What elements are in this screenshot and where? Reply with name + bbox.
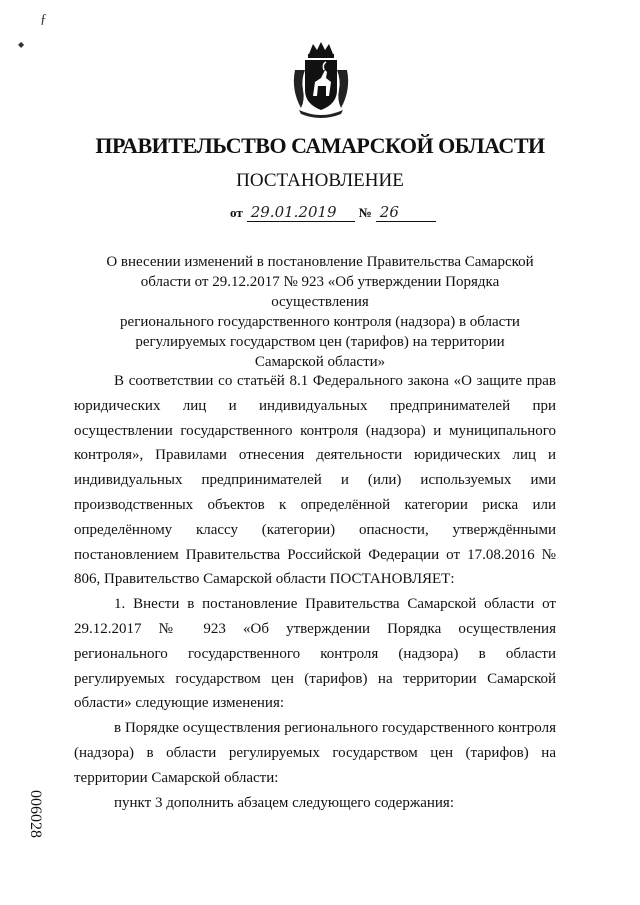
coat-of-arms-emblem bbox=[291, 40, 351, 118]
subject-line: О внесении изменений в постановление Правительства Самарской bbox=[106, 254, 534, 270]
subject-line: регулируемых государством цен (тарифов) на территории bbox=[135, 334, 505, 350]
handwritten-number: 26 bbox=[376, 203, 436, 222]
date-prefix: от bbox=[230, 205, 243, 220]
point-3-paragraph: пункт 3 дополнить абзацем следующего содержания: bbox=[114, 794, 454, 811]
preamble-paragraph: В соответствии со статьёй 8.1 Федерального закона «О защите прав юридических лиц и индивидуальных предпринимателей при осуществлении государственного контроля (надзора) и муниципального контроля», Правилами отнесения деятельности юридических лиц и индивидуальных предпринимателей и (или) используемых ими производственных объектов к определённой категории риска или определённому классу (категории) опасности, утверждёнными постановлением Правительства Российской Федерации от 17.08.2016 № 806, Правительство Самарской области ПОСТАНОВЛЯЕТ: bbox=[74, 373, 556, 588]
document-subject bbox=[100, 252, 540, 372]
corner-mark: ƒ bbox=[40, 12, 47, 27]
serial-number-stamp: 006028 bbox=[27, 790, 44, 838]
handwritten-date: 29.01.2019 bbox=[247, 203, 355, 222]
subject-line: области от 29.12.2017 № 923 «Об утверждении Порядка осуществления bbox=[140, 274, 500, 310]
document-type: ПОСТАНОВЛЕНИЕ bbox=[236, 170, 404, 191]
procedure-paragraph: в Порядке осуществления регионального государственного контроля (надзора) в области регулируемых государством цен (тарифов) на территории Самарской области: bbox=[74, 720, 556, 786]
number-prefix: № bbox=[358, 205, 372, 220]
date-number-line bbox=[230, 203, 436, 222]
clause-1-paragraph: 1. Внести в постановление Правительства Самарской области от 29.12.2017 № 923 «Об утверждении Порядка осуществления регионального государственного контроля (надзора) в области регулируемых государством цен (тарифов) на территории Самарской области» следующие изменения: bbox=[74, 596, 556, 712]
corner-dot: ◆ bbox=[18, 40, 25, 49]
organization-title: ПРАВИТЕЛЬСТВО САМАРСКОЙ ОБЛАСТИ bbox=[95, 133, 545, 158]
subject-line: регионального государственного контроля (надзора) в области bbox=[120, 314, 520, 330]
document-body bbox=[74, 369, 556, 815]
subject-line: Самарской области» bbox=[254, 354, 386, 370]
